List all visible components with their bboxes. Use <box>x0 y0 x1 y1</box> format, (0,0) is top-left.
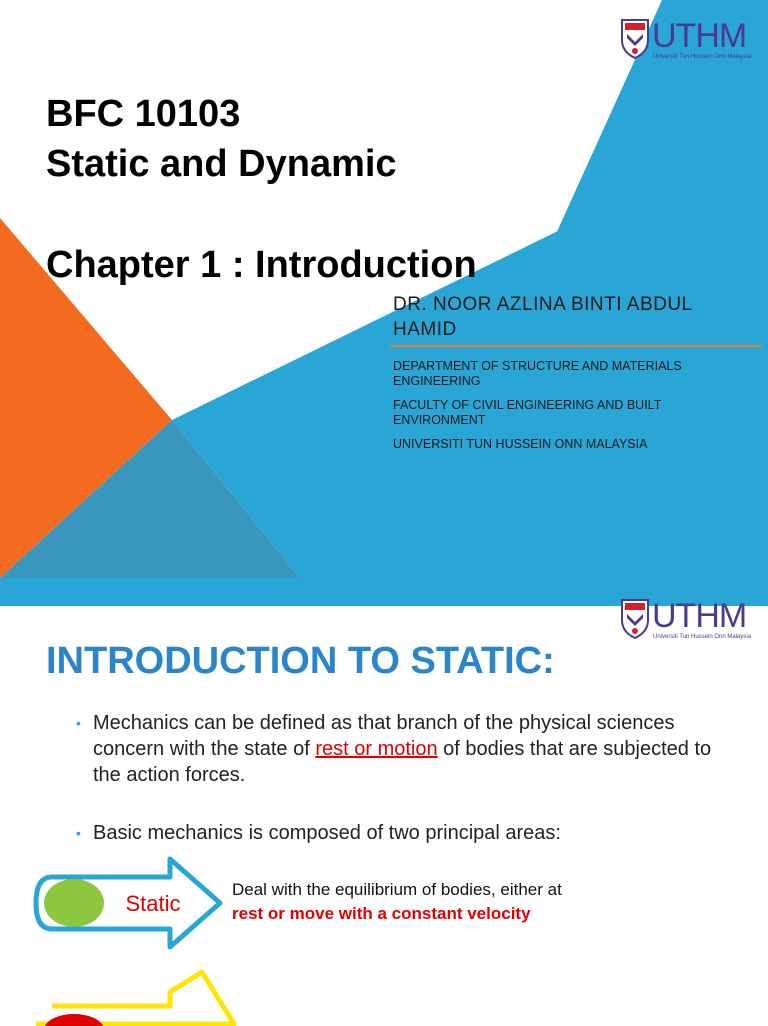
logo-subtitle: Universiti Tun Hussein Onn Malaysia <box>653 634 752 640</box>
green-oval-icon <box>44 879 104 927</box>
author-line-1: DR. NOOR AZLINA BINTI ABDUL <box>393 294 693 315</box>
bullet-dot-icon: • <box>76 825 81 841</box>
static-desc-line2: rest or move with a constant velocity <box>232 904 531 923</box>
static-label: Static <box>125 891 181 916</box>
uthm-logo-2 <box>620 596 750 644</box>
logo-text: UTHM <box>652 597 747 635</box>
bullet2-text: Basic mechanics is composed of two principal areas: <box>93 822 561 844</box>
author-divider <box>390 345 762 347</box>
uthm-crest-icon <box>620 18 650 60</box>
bullet-mechanics-definition <box>76 710 716 788</box>
bullet-dot-icon: • <box>76 715 81 731</box>
logo-subtitle: Universiti Tun Hussein Onn Malaysia <box>653 54 752 60</box>
uthm-crest-icon <box>620 598 650 640</box>
chapter-title: Chapter 1 : Introduction <box>46 244 477 286</box>
bullet-principal-areas <box>76 820 716 846</box>
bullet1-text-end: of bodies that are subjected to the action forces. <box>93 738 712 786</box>
logo-text: UTHM <box>652 17 747 55</box>
static-description <box>232 878 672 926</box>
bullet1-highlight: rest or motion <box>315 738 438 760</box>
uthm-logo <box>620 16 750 64</box>
affiliation-university: UNIVERSITI TUN HUSSEIN ONN MALAYSIA <box>393 437 648 451</box>
course-name: Static and Dynamic <box>46 143 397 185</box>
dynamic-arrow-partial <box>30 966 250 1026</box>
author-name <box>393 292 753 342</box>
section-title: INTRODUCTION TO STATIC: <box>46 640 555 682</box>
course-code: BFC 10103 <box>46 93 241 135</box>
author-line-2: HAMID <box>393 319 457 340</box>
static-arrow <box>30 855 230 955</box>
affiliation-faculty: FACULTY OF CIVIL ENGINEERING AND BUILT ENVIRONMENT <box>393 398 662 427</box>
static-desc-line1: Deal with the equilibrium of bodies, either at <box>232 880 562 899</box>
affiliation-department: DEPARTMENT OF STRUCTURE AND MATERIALS ENGINEERING <box>393 359 682 388</box>
bullet1-text-start: Mechanics can be defined as that branch of the physical sciences concern with the state of <box>93 712 675 760</box>
